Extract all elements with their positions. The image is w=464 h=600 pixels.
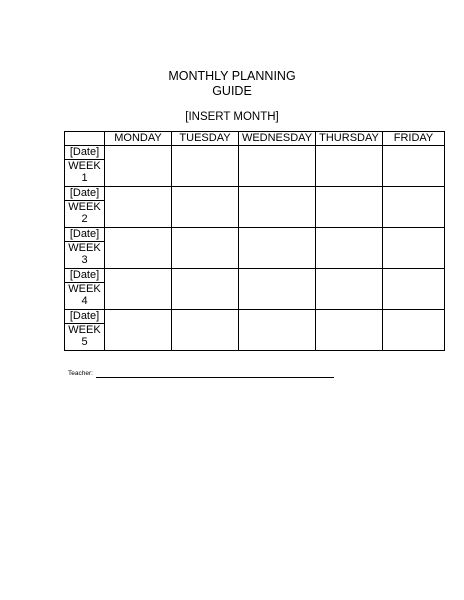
week-number: 1 — [81, 172, 88, 184]
plan-cell[interactable] — [172, 146, 239, 187]
week-word: WEEK — [68, 324, 101, 336]
plan-cell[interactable] — [172, 269, 239, 310]
week-label — [65, 160, 105, 187]
document-title — [0, 69, 464, 99]
plan-cell[interactable] — [383, 146, 445, 187]
header-thursday: THURSDAY — [316, 132, 383, 146]
week-word: WEEK — [68, 242, 101, 254]
planning-table — [64, 131, 445, 351]
header-friday: FRIDAY — [383, 132, 445, 146]
teacher-label: Teacher: — [68, 370, 93, 377]
plan-cell[interactable] — [316, 310, 383, 351]
week-number: 3 — [81, 254, 88, 266]
plan-cell[interactable] — [316, 146, 383, 187]
header-wednesday: WEDNESDAY — [239, 132, 316, 146]
date-cell[interactable]: [Date] — [65, 310, 105, 324]
table-row-date — [65, 310, 445, 324]
plan-cell[interactable] — [172, 228, 239, 269]
plan-cell[interactable] — [316, 269, 383, 310]
plan-cell[interactable] — [239, 146, 316, 187]
plan-cell[interactable] — [316, 187, 383, 228]
table-row-date — [65, 187, 445, 201]
plan-cell[interactable] — [383, 187, 445, 228]
plan-cell[interactable] — [316, 228, 383, 269]
table-row-date — [65, 228, 445, 242]
week-label — [65, 283, 105, 310]
week-number: 4 — [81, 295, 88, 307]
corner-cell — [65, 132, 105, 146]
month-placeholder: [INSERT MONTH] — [185, 111, 279, 123]
plan-cell[interactable] — [239, 228, 316, 269]
table-row-date — [65, 146, 445, 160]
teacher-signature-line[interactable] — [96, 370, 334, 378]
plan-cell[interactable] — [105, 269, 172, 310]
plan-cell[interactable] — [172, 310, 239, 351]
teacher-field — [68, 370, 334, 378]
week-word: WEEK — [68, 283, 101, 295]
plan-cell[interactable] — [105, 146, 172, 187]
plan-cell[interactable] — [239, 310, 316, 351]
week-label — [65, 324, 105, 351]
plan-cell[interactable] — [239, 187, 316, 228]
plan-cell[interactable] — [105, 228, 172, 269]
date-cell[interactable]: [Date] — [65, 269, 105, 283]
plan-cell[interactable] — [383, 228, 445, 269]
week-label — [65, 201, 105, 228]
header-monday: MONDAY — [105, 132, 172, 146]
date-cell[interactable]: [Date] — [65, 146, 105, 160]
week-number: 2 — [81, 213, 88, 225]
week-word: WEEK — [68, 160, 101, 172]
week-number: 5 — [81, 336, 88, 348]
title-line-1: MONTHLY PLANNING — [168, 69, 296, 83]
plan-cell[interactable] — [172, 187, 239, 228]
plan-cell[interactable] — [383, 310, 445, 351]
plan-cell[interactable] — [239, 269, 316, 310]
week-word: WEEK — [68, 201, 101, 213]
plan-cell[interactable] — [105, 310, 172, 351]
date-cell[interactable]: [Date] — [65, 187, 105, 201]
date-cell[interactable]: [Date] — [65, 228, 105, 242]
plan-cell[interactable] — [383, 269, 445, 310]
header-row — [65, 132, 445, 146]
table-row-date — [65, 269, 445, 283]
header-tuesday: TUESDAY — [172, 132, 239, 146]
week-label — [65, 242, 105, 269]
plan-cell[interactable] — [105, 187, 172, 228]
title-line-2: GUIDE — [212, 84, 252, 98]
